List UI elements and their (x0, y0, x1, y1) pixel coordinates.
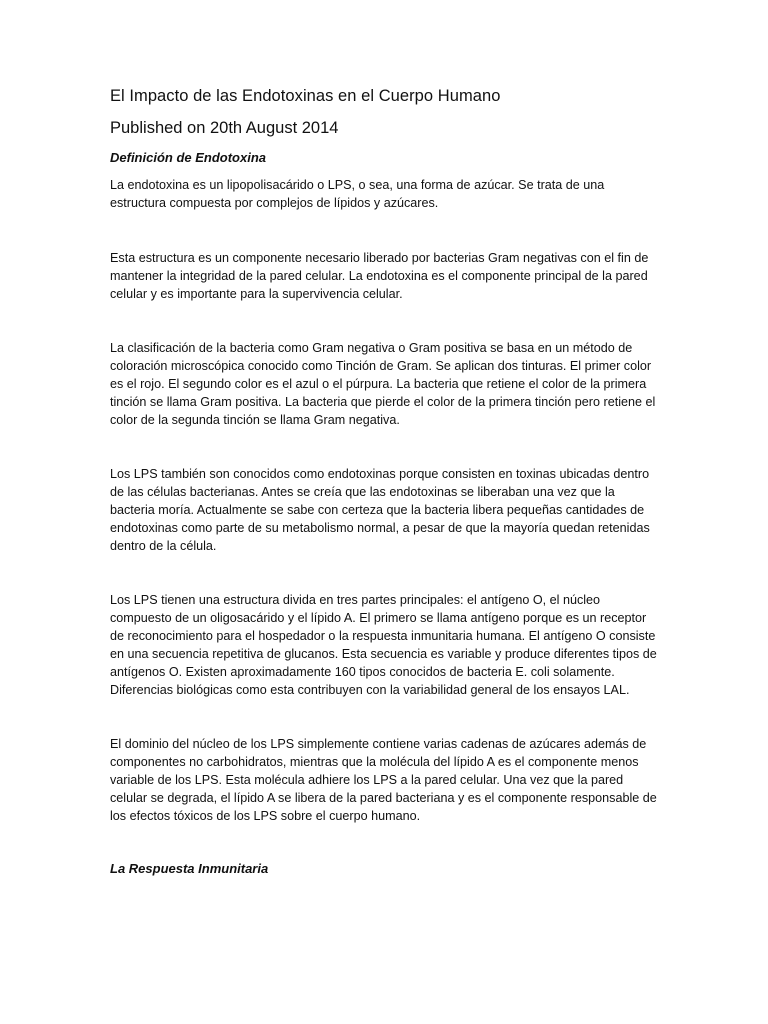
paragraph-4: Los LPS también son conocidos como endotoxinas porque consisten en toxinas ubicadas dentro de las células bacterianas. Antes se creía que las endotoxinas se liberaban una vez que la bacteria moría. Actualmente se sabe con certeza que la bacteria libera pequeñas cantidades de endotoxinas como parte de su metabolismo normal, a pesar de que la mayoría quedan retenidas dentro de la célula. (110, 467, 650, 553)
section-heading-definicion: Definición de Endotoxina (110, 150, 267, 165)
section-heading-respuesta-inmunitaria: La Respuesta Inmunitaria (110, 861, 269, 876)
paragraph-5: Los LPS tienen una estructura divida en tres partes principales: el antígeno O, el núcleo compuesto de un oligosacárido y el lípido A. El primero se llama antígeno porque es un receptor de reconocimiento para el hospedador o la respuesta inmunitaria humana. El antígeno O consiste en una secuencia repetitiva de glucanos. Esta secuencia es variable y produce diferentes tipos de antígenos O. Existen aproximadamente 160 tipos conocidos de bacteria E. coli solamente. Diferencias biológicas como esta contribuyen con la variabilidad general de los ensayos LAL. (110, 593, 657, 697)
paragraph-2: Esta estructura es un componente necesario liberado por bacterias Gram negativas con el fin de mantener la integridad de la pared celular. La endotoxina es el componente principal de la pared celular y es importante para la supervivencia celular. (110, 251, 649, 301)
paragraph-1: La endotoxina es un lipopolisacárido o LPS, o sea, una forma de azúcar. Se trata de una estructura compuesta por complejos de lípidos y azúcares. (110, 178, 605, 210)
paragraph-6: El dominio del núcleo de los LPS simplemente contiene varias cadenas de azúcares además de componentes no carbohidratos, mientras que la molécula del lípido A es el componente menos variable de los LPS. Esta molécula adhiere los LPS a la pared celular. Una vez que la pared celular se degrada, el lípido A se libera de la pared bacteriana y es el componente responsable de los efectos tóxicos de los LPS sobre el cuerpo humano. (110, 737, 657, 823)
document-body (110, 85, 658, 887)
paragraph-3: La clasificación de la bacteria como Gram negativa o Gram positiva se basa en un método de coloración microscópica conocido como Tinción de Gram. Se aplican dos tinturas. El primer color es el rojo. El segundo color es el azul o el púrpura. La bacteria que retiene el color de la primera tinción se llama Gram positiva. La bacteria que pierde el color de la primera tinción pero retiene el color de la segunda tinción se llama Gram negativa. (110, 341, 656, 427)
publish-date: Published on 20th August 2014 (110, 119, 339, 137)
document-title: El Impacto de las Endotoxinas en el Cuerpo Humano (110, 87, 501, 105)
